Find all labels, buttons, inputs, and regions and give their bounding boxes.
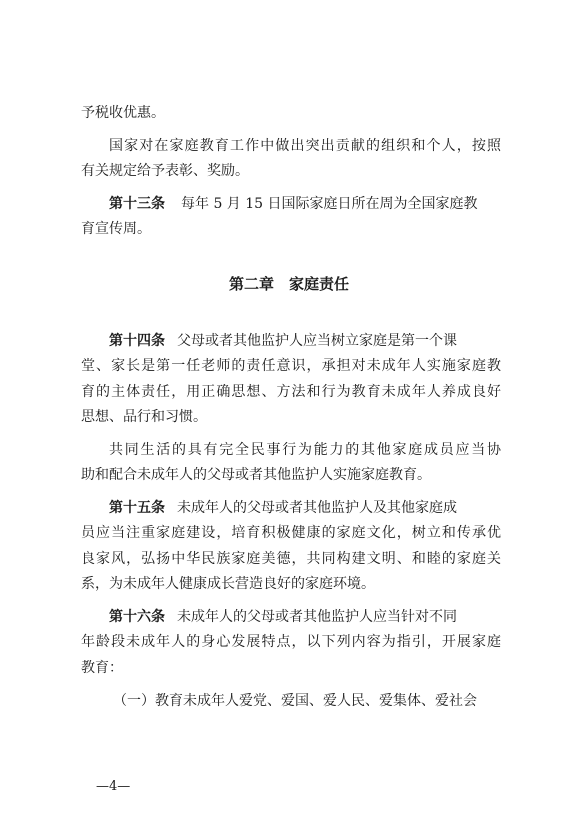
article-15-heading: 第十五条 — [109, 500, 165, 516]
article-16-line — [109, 607, 501, 627]
article-13-heading: 第十三条 — [109, 196, 165, 212]
paragraph-line: 员应当注重家庭建设，培育积极健康的家庭文化，树立和传承优 — [81, 525, 501, 541]
article-13-text: 每年 5 月 15 日国际家庭日所在周为全国家庭教 — [181, 196, 478, 212]
article-13-line — [109, 194, 501, 214]
paragraph-line: 共同生活的具有完全民事行为能力的其他家庭成员应当协 — [109, 442, 501, 458]
paragraph-line: 助和配合未成年人的父母或者其他监护人实施家庭教育。 — [81, 467, 431, 483]
article-15-text: 未成年人的父母或者其他监护人及其他家庭成 — [177, 500, 457, 516]
paragraph-line: 予税收优惠。 — [81, 105, 165, 121]
chapter-heading: 第二章 家庭责任 — [228, 275, 349, 293]
paragraph-line: 年龄段未成年人的身心发展特点，以下列内容为指引，开展家庭 — [81, 634, 501, 650]
paragraph-line: 系，为未成年人健康成长营造良好的家庭环境。 — [81, 576, 375, 592]
list-item-line: （一）教育未成年人爱党、爱国、爱人民、爱集体、爱社会 — [113, 693, 477, 709]
paragraph-line: 育的主体责任，用正确思想、方法和行为教育未成年人养成良好 — [81, 384, 501, 400]
paragraph-line: 国家对在家庭教育工作中做出突出贡献的组织和个人，按照 — [109, 138, 501, 154]
article-16-text: 未成年人的父母或者其他监护人应当针对不同 — [177, 609, 457, 625]
page-number: —4— — [96, 779, 131, 794]
paragraph-line: 育宣传周。 — [81, 221, 151, 237]
paragraph-line: 良家风，弘扬中华民族家庭美德，共同构建文明、和睦的家庭关 — [81, 551, 501, 567]
paragraph-line: 教育： — [81, 660, 123, 676]
article-14-heading: 第十四条 — [109, 333, 165, 349]
paragraph-line: 有关规定给予表彰、奖励。 — [81, 163, 249, 179]
article-15-line — [109, 498, 501, 518]
paragraph-line: 思想、品行和习惯。 — [81, 409, 207, 425]
article-14-line — [109, 331, 501, 351]
article-14-text: 父母或者其他监护人应当树立家庭是第一个课 — [177, 333, 457, 349]
paragraph-line: 堂、家长是第一任老师的责任意识，承担对未成年人实施家庭教 — [81, 358, 501, 374]
article-16-heading: 第十六条 — [109, 609, 165, 625]
